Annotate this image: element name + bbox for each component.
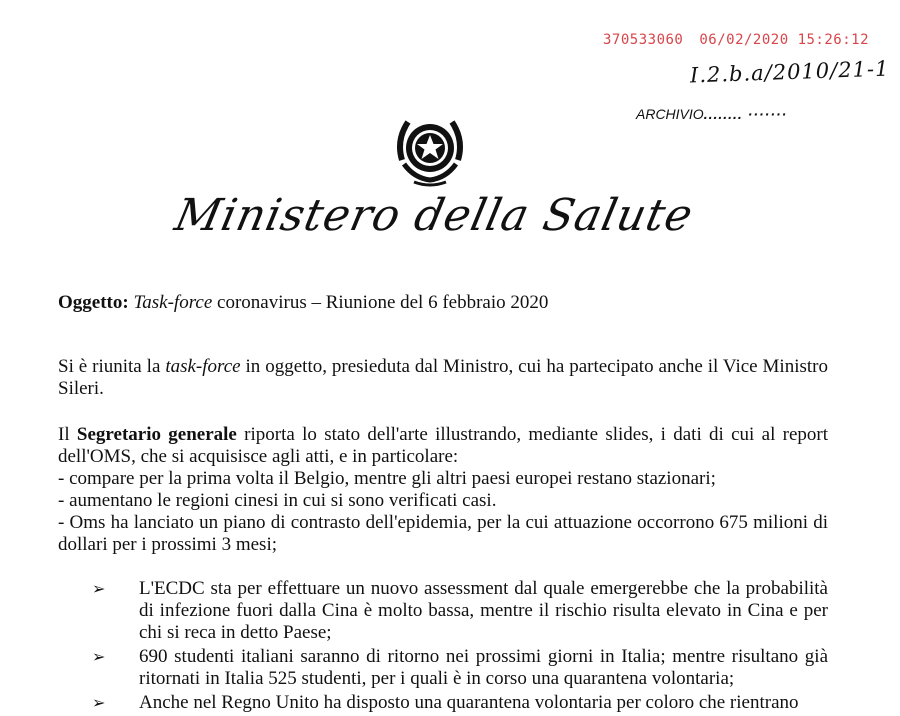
paragraph1-italic: task-force bbox=[165, 356, 241, 377]
paragraph1-pre: Si è riunita la bbox=[58, 356, 166, 377]
archive-dots: ........ ······· bbox=[703, 106, 788, 122]
bullet-text: Anche nel Regno Unito ha disposto una quarantena volontaria per coloro che rientrano bbox=[139, 692, 799, 713]
subject-label: Oggetto: bbox=[58, 292, 129, 313]
paragraph2-pre: Il bbox=[58, 424, 77, 445]
subject-text: coronavirus – Riunione del 6 febbraio 2020 bbox=[212, 292, 549, 313]
arrow-bullet-icon: ➢ bbox=[92, 647, 106, 666]
arrow-bullet-icon: ➢ bbox=[92, 579, 106, 598]
archive-label bbox=[636, 106, 787, 122]
protocol-stamp bbox=[603, 32, 869, 48]
bullet-item bbox=[92, 692, 828, 714]
list-item: - aumentano le regioni cinesi in cui si sono verificati casi. bbox=[58, 490, 497, 511]
paragraph1-post: in oggetto, presieduta dal Ministro, cui ha partecipato anche il Vice Ministro Sileri. bbox=[58, 356, 828, 399]
list-item: - compare per la prima volta il Belgio, mentre gli altri paesi europei restano stazionari; bbox=[58, 468, 716, 489]
paragraph2-post: riporta lo stato dell'arte illustrando, mediante slides, i dati di cui al report dell'OMS, che si acquisisce agli atti, e in particolare: bbox=[58, 424, 829, 467]
subject-line bbox=[58, 292, 548, 314]
archive-label-text: ARCHIVIO bbox=[636, 106, 704, 122]
list-item: - Oms ha lanciato un piano di contrasto dell'epidemia, per la cui attuazione occorrono 675 milioni di dollari per i prossimi 3 mesi; bbox=[58, 512, 828, 555]
ministry-name: Ministero della Salute bbox=[170, 190, 698, 241]
subject-italic: Task-force bbox=[133, 292, 213, 313]
bullet-item bbox=[92, 646, 828, 690]
arrow-bullet-icon: ➢ bbox=[92, 693, 106, 712]
protocol-number: 370533060 bbox=[603, 32, 684, 48]
paragraph-secretary bbox=[58, 424, 828, 556]
bullet-item bbox=[92, 578, 828, 644]
bullet-list bbox=[92, 578, 828, 716]
handwritten-classification: I.2.b.a/2010/21-1 bbox=[689, 56, 890, 88]
bullet-text: 690 studenti italiani saranno di ritorno nei prossimi giorni in Italia; mentre risultano già ritornati in Italia 525 studenti, per i quali è in corso una quarantena volontaria; bbox=[139, 646, 828, 689]
protocol-datetime: 06/02/2020 15:26:12 bbox=[699, 32, 870, 48]
paragraph-meeting bbox=[58, 356, 828, 400]
bullet-text: L'ECDC sta per effettuare un nuovo assessment dal quale emergerebbe che la probabilità di infezione fuori dalla Cina è molto bassa, mentre il rischio risulta elevato in Cina e per chi si reca in detto Paese; bbox=[139, 578, 828, 643]
republic-emblem-icon bbox=[392, 108, 468, 188]
paragraph2-bold: Segretario generale bbox=[76, 424, 237, 445]
